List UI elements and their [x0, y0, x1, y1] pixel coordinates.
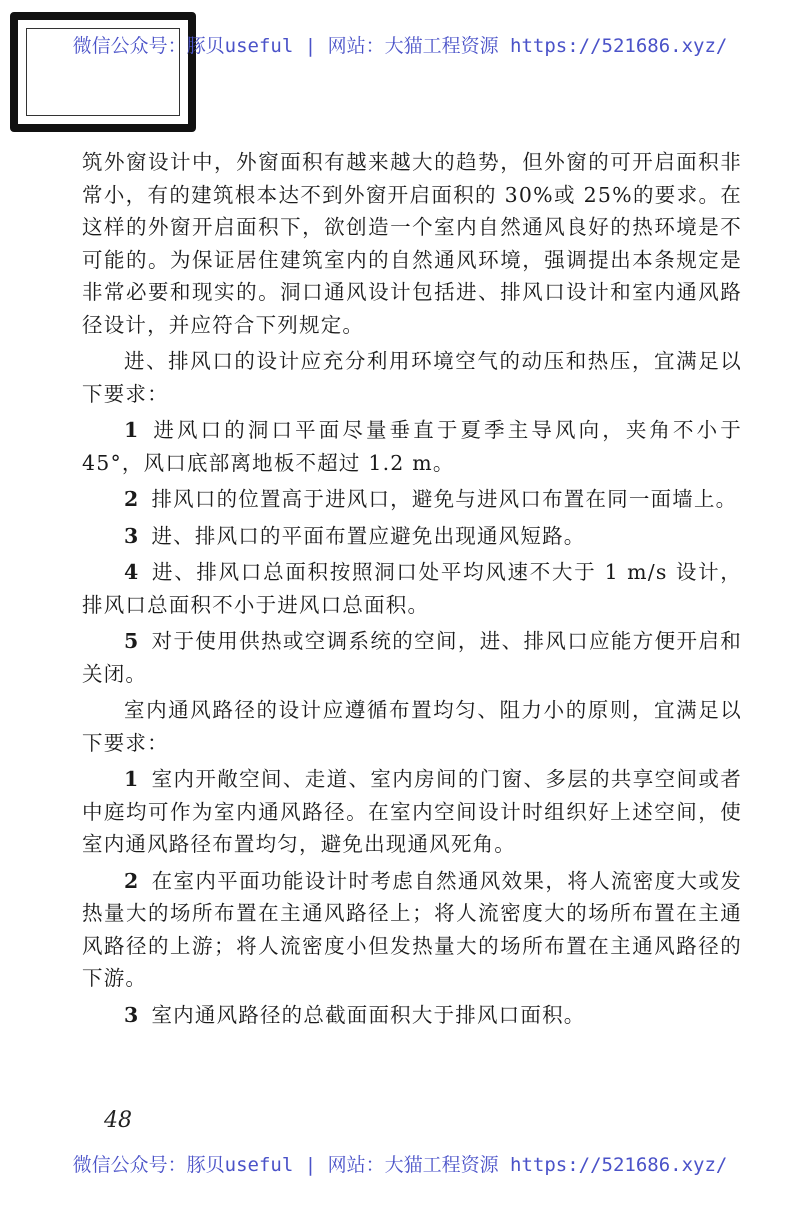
paragraph-0-text: 筑外窗设计中，外窗面积有越来越大的趋势，但外窗的可开启面积非常小，有的建筑根本达不到外窗开启面积的 30%或 25%的要求。在这样的外窗开启面积下，欲创造一个室内自然通风良好的热环境是不可能的。为保证居住建筑室内的自然通风环境，强调提出本条规定是非常必要和现实的。洞口通风设计包括进、排风口设计和室内通风路径设计，并应符合下列规定。	[82, 150, 742, 337]
paragraph-5-number: 4	[124, 560, 140, 584]
watermark-top: 微信公众号：豚贝useful | 网站：大猫工程资源 https://521686.xyz/	[72, 35, 728, 57]
paragraph-8	[82, 763, 742, 861]
paragraph-1-text: 进、排风口的设计应充分利用环境空气的动压和热压，宜满足以下要求：	[82, 349, 742, 406]
paragraph-8-text: 室内开敞空间、走道、室内房间的门窗、多层的共享空间或者中庭均可作为室内通风路径。在室内空间设计时组织好上述空间，使室内通风路径布置均匀，避免出现通风死角。	[82, 767, 742, 856]
paragraph-1	[82, 345, 742, 410]
paragraph-2-number: 1	[124, 418, 140, 442]
paragraph-2-text: 进风口的洞口平面尽量垂直于夏季主导风向，夹角不小于 45°，风口底部离地板不超过 1.2 m。	[82, 418, 742, 475]
paragraph-3-number: 2	[124, 487, 140, 511]
paragraph-5	[82, 556, 742, 621]
paragraph-6-text: 对于使用供热或空调系统的空间，进、排风口应能方便开启和关闭。	[82, 629, 742, 686]
paragraph-10	[82, 999, 742, 1032]
paragraph-10-text: 室内通风路径的总截面面积大于排风口面积。	[151, 1002, 586, 1027]
paragraph-2	[82, 414, 742, 479]
corner-frame-box	[10, 12, 196, 132]
document-body	[82, 146, 742, 1035]
paragraph-4	[82, 520, 742, 553]
paragraph-6-number: 5	[124, 629, 140, 653]
paragraph-9-text: 在室内平面功能设计时考虑自然通风效果，将人流密度大或发热量大的场所布置在主通风路径上；将人流密度大的场所布置在主通风路径的上游；将人流密度小但发热量大的场所布置在主通风路径的下游。	[82, 868, 742, 990]
page-number: 48	[104, 1108, 132, 1133]
paragraph-7-text: 室内通风路径的设计应遵循布置均匀、阻力小的原则，宜满足以下要求：	[82, 698, 742, 755]
paragraph-9-number: 2	[124, 868, 140, 893]
paragraph-4-number: 3	[124, 523, 140, 548]
paragraph-5-text: 进、排风口总面积按照洞口处平均风速不大于 1 m/s 设计，排风口总面积不小于进风口总面积。	[82, 560, 742, 617]
paragraph-4-text: 进、排风口的平面布置应避免出现通风短路。	[151, 523, 586, 548]
paragraph-10-number: 3	[124, 1002, 140, 1027]
paragraph-7	[82, 694, 742, 759]
paragraph-3-text: 排风口的位置高于进风口，避免与进风口布置在同一面墙上。	[151, 487, 738, 511]
paragraph-8-number: 1	[124, 767, 140, 791]
paragraph-0	[82, 146, 742, 341]
paragraph-6	[82, 625, 742, 690]
watermark-bottom: 微信公众号：豚贝useful | 网站：大猫工程资源 https://521686.xyz/	[72, 1154, 728, 1176]
paragraph-9	[82, 865, 742, 995]
paragraph-3	[82, 483, 742, 516]
